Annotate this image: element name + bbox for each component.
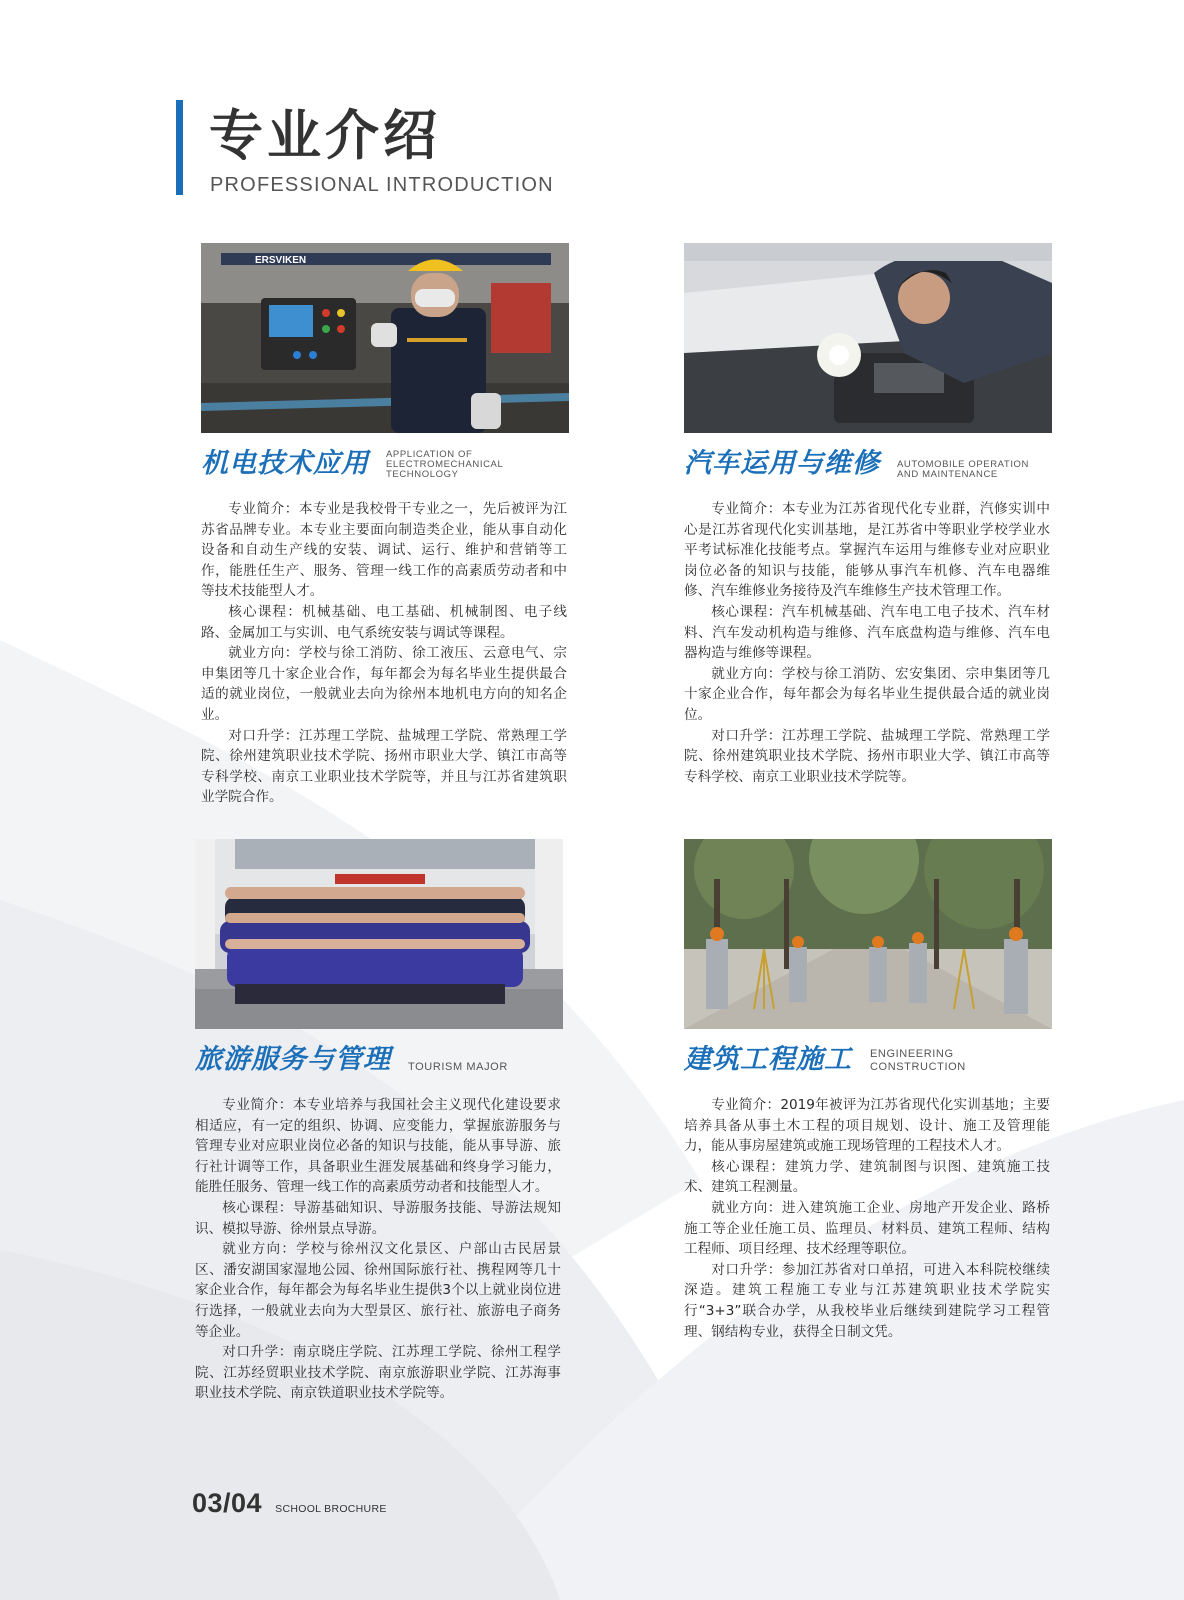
major-title-row — [684, 446, 1064, 486]
major-employment: 就业方向：学校与徐州汉文化景区、户部山古民居景区、潘安湖国家湿地公园、徐州国际旅行社、携程网等几十家企业合作，每年都会为每名毕业生提供3个以上就业岗位进行选择，一般就业去向为大型景区、旅行社、旅游电子商务等企业。 — [195, 1241, 561, 1340]
major-employment: 就业方向：学校与徐工消防、宏安集团、宗申集团等几十家企业合作，每年都会为每名毕业生提供最合适的就业岗位。 — [684, 665, 1050, 723]
major-title-row — [684, 1042, 1064, 1082]
major-title: 机电技术应用 — [201, 448, 369, 479]
major-courses: 核心课程：导游基础知识、导游服务技能、导游法规知识、模拟导游、徐州景点导游。 — [195, 1199, 561, 1237]
major-further-study: 对口升学：参加江苏省对口单招，可进入本科院校继续深造。建筑工程施工专业与江苏建筑职业技术学院实行“3+3”联合办学，从我校毕业后继续到建院学习工程管理、钢结构专业，获得全日制文凭。 — [684, 1261, 1050, 1340]
page-title: 专业介绍 — [209, 104, 441, 167]
major-intro: 专业简介：本专业为江苏省现代化专业群，汽修实训中心是江苏省现代化实训基地，是江苏省中等职业学校学业水平考试标准化技能考点。掌握汽车运用与维修专业对应职业岗位必备的知识与技能，能够从事汽车机修、汽车电器维修、汽车维修业务接待及汽车维修生产技术管理工作。 — [684, 501, 1050, 600]
major-further-study: 对口升学：江苏理工学院、盐城理工学院、常熟理工学院、徐州建筑职业技术学院、扬州市职业大学、镇江市高等专科学校、南京工业职业技术学院等，并且与江苏省建筑职业学院合作。 — [201, 727, 567, 806]
major-intro: 专业简介：本专业是我校骨干专业之一，先后被评为江苏省品牌专业。本专业主要面向制造类企业，能从事自动化设备和自动生产线的安装、调试、运行、维护和营销等工作，能胜任生产、服务、管理一线工作的高素质劳动者和中等技术技能型人才。 — [201, 501, 567, 600]
major-courses: 核心课程：机械基础、电工基础、机械制图、电子线路、金属加工与实训、电气系统安装与调试等课程。 — [201, 603, 567, 641]
major-description — [684, 499, 1050, 787]
major-title: 建筑工程施工 — [684, 1044, 852, 1075]
major-courses: 核心课程：建筑力学、建筑制图与识图、建筑施工技术、建筑工程测量。 — [684, 1158, 1050, 1196]
photo-construction — [684, 839, 1052, 1029]
major-employment: 就业方向：学校与徐工消防、徐工液压、云意电气、宗申集团等几十家企业合作，每年都会为每名毕业生提供最合适的就业岗位，一般就业去向为徐州本地机电方向的知名企业。 — [201, 645, 567, 723]
major-description — [201, 499, 567, 808]
header-accent-bar — [176, 100, 183, 195]
major-title-row — [195, 1042, 575, 1082]
page-subtitle: PROFESSIONAL INTRODUCTION — [210, 174, 554, 196]
photo-automobile — [684, 243, 1052, 433]
footer-label: SCHOOL BROCHURE — [275, 1503, 387, 1515]
photo-sign-text: ERSVIKEN — [255, 255, 307, 266]
major-title: 汽车运用与维修 — [684, 448, 880, 479]
major-employment: 就业方向：进入建筑施工企业、房地产开发企业、路桥施工等企业任施工员、监理员、材料员、建筑工程师、结构工程师、项目经理、技术经理等职位。 — [684, 1199, 1050, 1258]
major-intro: 专业简介：2019年被评为江苏省现代化实训基地；主要培养具备从事土木工程的项目规划、设计、施工及管理能力，能从事房屋建筑或施工现场管理的工程技术人才。 — [684, 1097, 1050, 1155]
major-courses: 核心课程：汽车机械基础、汽车电工电子技术、汽车材料、汽车发动机构造与维修、汽车底盘构造与维修、汽车电器构造与维修等课程。 — [684, 603, 1050, 662]
major-further-study: 对口升学：南京晓庄学院、江苏理工学院、徐州工程学院、江苏经贸职业技术学院、南京旅游职业学院、江苏海事职业技术学院、南京铁道职业技术学院等。 — [195, 1344, 561, 1402]
major-further-study: 对口升学：江苏理工学院、盐城理工学院、常熟理工学院、徐州建筑职业技术学院、扬州市职业大学、镇江市高等专科学校、南京工业职业技术学院等。 — [684, 727, 1050, 785]
page-footer — [192, 1488, 387, 1519]
major-title-english: AUTOMOBILE OPERATION AND MAINTENANCE — [897, 459, 1030, 480]
major-title: 旅游服务与管理 — [195, 1044, 391, 1075]
page-number: 03/04 — [192, 1488, 263, 1518]
major-title-english: APPLICATION OF ELECTROMECHANICAL TECHNOLOGY — [386, 449, 504, 480]
photo-electromechanical — [201, 243, 569, 433]
major-description — [684, 1095, 1050, 1342]
major-description — [195, 1095, 561, 1404]
photo-tourism — [195, 839, 563, 1029]
major-title-row — [201, 446, 581, 486]
major-title-english: ENGINEERING CONSTRUCTION — [870, 1048, 966, 1073]
major-intro: 专业简介：本专业培养与我国社会主义现代化建设要求相适应，有一定的组织、协调、应变能力，掌握旅游服务与管理专业对应职业岗位必备的知识与技能，能从事导游、旅行社计调等工作，具备职业生涯发展基础和终身学习能力，能胜任服务、管理一线工作的高素质劳动者和技能型人才。 — [195, 1097, 561, 1196]
major-title-english: TOURISM MAJOR — [408, 1061, 508, 1073]
